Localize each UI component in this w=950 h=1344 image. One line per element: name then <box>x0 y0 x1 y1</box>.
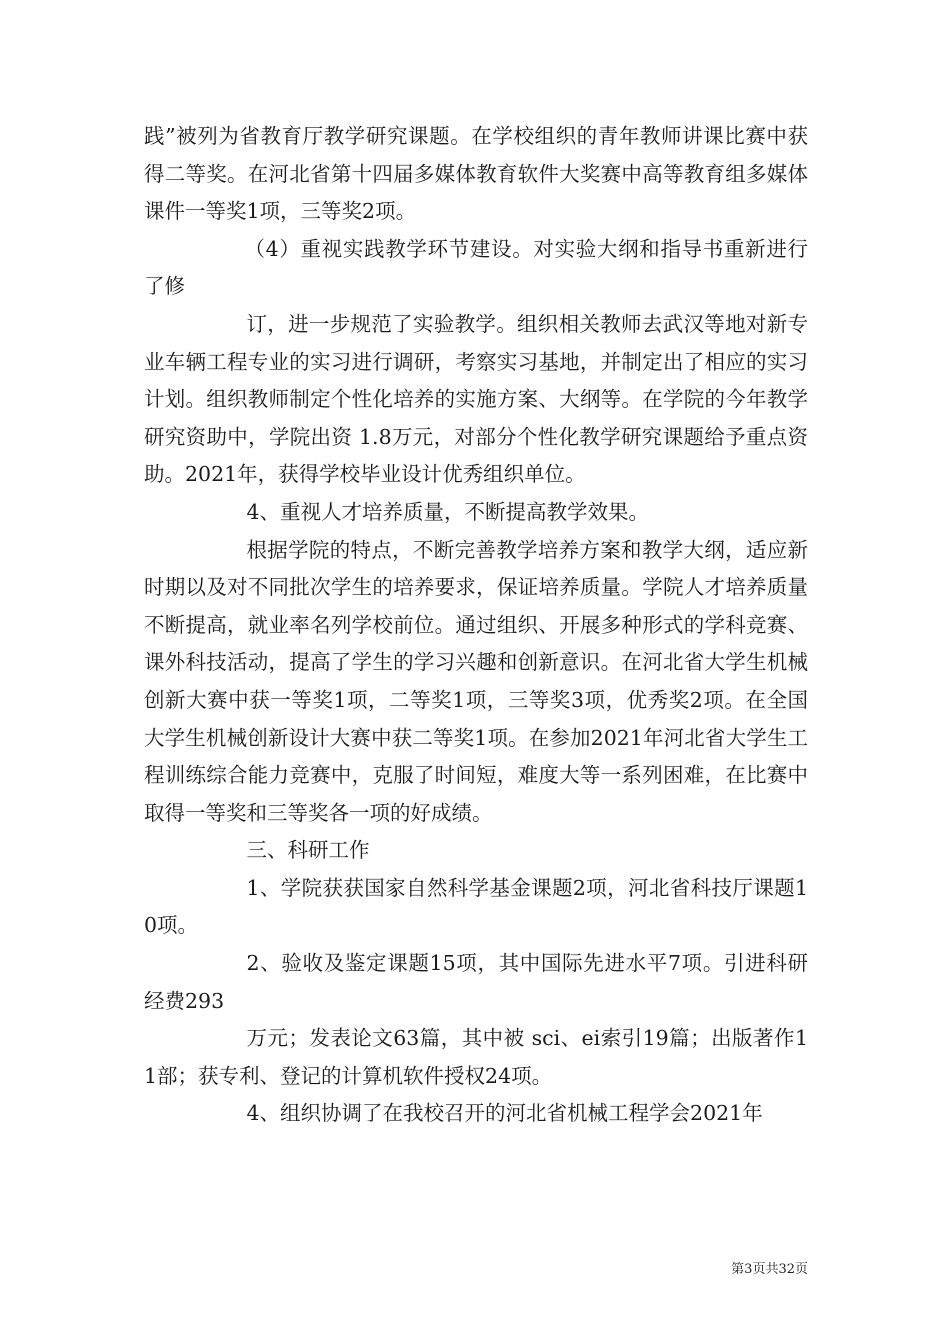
paragraph-5: 根据学院的特点，不断完善教学培养方案和教学大纲，适应新时期以及对不同批次学生的培养要求，保证培养质量。学院人才培养质量不断提高，就业率名列学校前位。通过组织、开展多种形式的学科竞赛、课外科技活动，提高了学生的学习兴趣和创新意识。在河北省大学生机械创新大赛中获一等奖1项，二等奖1项，三等奖3项，优秀奖2项。在全国大学生机械创新设计大赛中获二等奖1项。在参加2021年河北省大学生工程训练综合能力竞赛中，克服了时间短，难度大等一系列困难，在比赛中取得一等奖和三等奖各一项的好成绩。 <box>144 537 808 825</box>
paragraph-3: 订，进一步规范了实验教学。组织相关教师去武汉等地对新专业车辆工程专业的实习进行调研，考察实习基地，并制定出了相应的实习计划。组织教师制定个性化培养的实施方案、大纲等。在学院的今年教学研究资助中，学院出资 1.8万元，对部分个性化教学研究课题给予重点资助。2021年，获得学校毕业设计优秀组织单位。 <box>144 311 808 487</box>
paragraph-1: 践”被列为省教育厅教学研究课题。在学校组织的青年教师讲课比赛中获得二等奖。在河北省第十四届多媒体教育软件大奖赛中高等教育组多媒体课件一等奖1项，三等奖2项。 <box>144 124 808 224</box>
paragraph-8: 2、验收及鉴定课题15项，其中国际先进水平7项。引进科研经费293 <box>144 951 808 1013</box>
paragraph-4-heading: 4、重视人才培养质量，不断提高教学效果。 <box>246 499 650 524</box>
paragraph-2: （4）重视实践教学环节建设。对实验大纲和指导书重新进行了修 <box>144 236 808 299</box>
paragraph-9: 万元；发表论文63篇，其中被 sci、ei索引19篇；出版著作11部；获专利、登记的计算机软件授权24项。 <box>144 1026 808 1088</box>
paragraph-7: 1、学院获获国家自然科学基金课题2项，河北省科技厅课题10项。 <box>144 875 808 938</box>
page-number: 第3页共32页 <box>731 1262 808 1277</box>
paragraph-10: 4、组织协调了在我校召开的河北省机械工程学会2021年 <box>246 1101 763 1126</box>
document-body <box>144 118 808 1133</box>
section-heading-research: 三、科研工作 <box>246 838 370 863</box>
